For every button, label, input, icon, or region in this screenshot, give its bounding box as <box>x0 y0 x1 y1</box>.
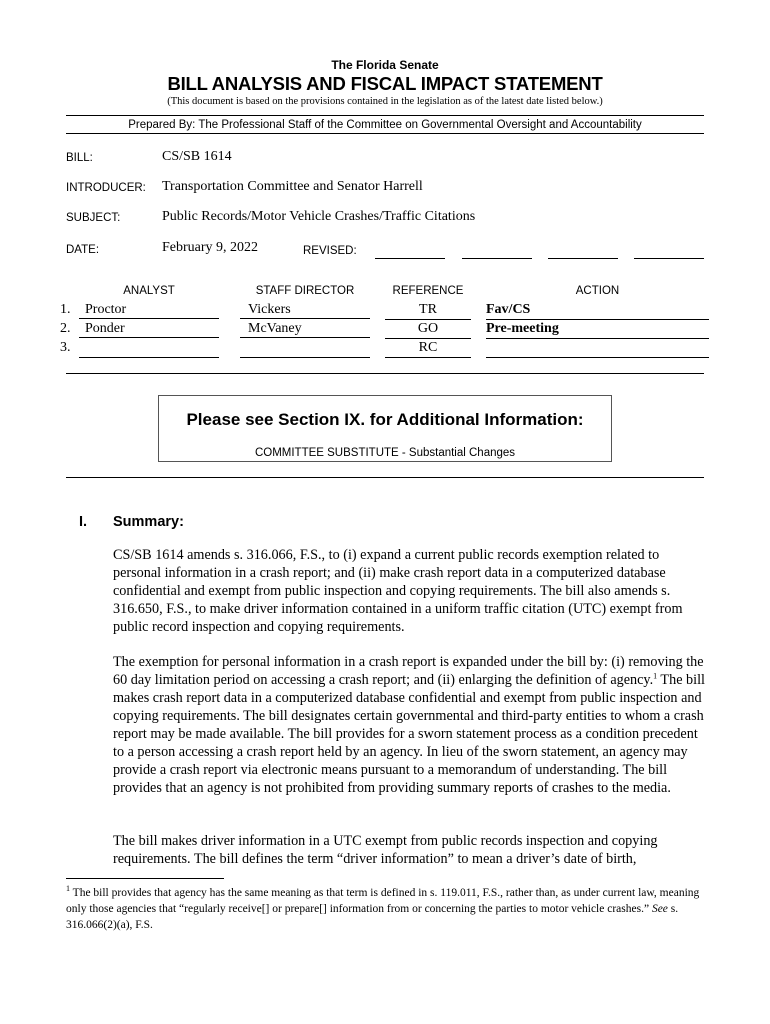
document-title: BILL ANALYSIS AND FISCAL IMPACT STATEMENT <box>167 73 603 94</box>
paragraph-text <box>113 653 705 797</box>
footnote-reference[interactable]: 1 <box>653 671 658 681</box>
section-title: Summary: <box>113 514 184 530</box>
senate-name: The Florida Senate <box>331 58 439 72</box>
director-cell: McVaney <box>240 321 370 338</box>
summary-paragraph-1 <box>113 546 705 636</box>
paragraph-text-b: The bill makes crash report data in a computerized database confidential and exempt from public inspection and copying requirements. The bill designates certain governmental and third-party entities to whom a crash report may be made available. The bill provides for a sworn statement process as a condition precedent to a person accessing a crash report held by an agency. In lieu of the sworn statement, an agency may provide a crash report via electronic means pursuant to a memorandum of understanding. The bill provides that an agency is not prohibited from providing summary reports of crashes to the media. <box>113 672 705 796</box>
introducer-value: Transportation Committee and Senator Harrell <box>162 179 423 194</box>
paragraph-text-a: The exemption for personal information in a crash report is expanded under the bill by: (i) removing the 60 day limitation period on accessing a crash report; and (ii) enlarging the definition of agency. <box>113 654 704 688</box>
header-rule-bottom <box>66 133 704 134</box>
paragraph-text: CS/SB 1614 amends s. 316.066, F.S., to (i) expand a current public records exemption related to personal information in a crash report; and (ii) make crash report data in a computerized database confidential and exempt from public inspection and copying requirements. The bill also amends s. 316.650, F.S., to make driver information contained in a uniform traffic citation (UTC) exempt from public record inspection and copying requirements. <box>113 547 683 635</box>
footnote-text-b: s. 316.066(2)(a), F.S. <box>66 903 679 931</box>
revised-label: REVISED: <box>303 245 357 257</box>
subject-label: SUBJECT: <box>66 212 121 224</box>
director-cell: Vickers <box>240 302 370 319</box>
col-staff-director: STAFF DIRECTOR <box>255 285 355 297</box>
analyst-cell: Ponder <box>79 321 219 338</box>
revised-blank-1 <box>375 258 445 259</box>
bill-value: CS/SB 1614 <box>162 149 232 164</box>
footnote-text-a: The bill provides that agency has the same meaning as that term is defined in s. 119.011, F.S., rather than, as under current law, meaning only those agencies that “regularly receive[] or prepare[] information from or concerning the parties to motor vehicle crashes.” <box>66 887 700 915</box>
revised-blank-3 <box>548 258 618 259</box>
col-reference: REFERENCE <box>392 285 464 297</box>
col-action: ACTION <box>575 285 620 297</box>
action-cell: Fav/CS <box>486 302 709 320</box>
date-label: DATE: <box>66 244 100 256</box>
table-bottom-rule <box>66 373 704 374</box>
analyst-cell <box>79 340 219 358</box>
footnote-see: See <box>651 903 668 915</box>
col-analyst: ANALYST <box>123 285 175 297</box>
row-number: 2. <box>60 321 71 336</box>
prepared-by: Prepared By: The Professional Staff of the Committee on Governmental Oversight and Accountability <box>128 119 642 131</box>
summary-paragraph-3 <box>113 832 705 868</box>
footnote <box>66 885 706 933</box>
row-number: 1. <box>60 302 71 317</box>
reference-cell: TR <box>385 302 471 320</box>
header-rule-top <box>66 115 704 116</box>
notice-bottom-rule <box>66 477 704 478</box>
footnote-number: 1 <box>66 884 70 894</box>
introducer-label: INTRODUCER: <box>66 182 146 194</box>
date-value: February 9, 2022 <box>162 240 259 255</box>
document-note: (This document is based on the provisions contained in the legislation as of the latest date listed below.) <box>167 96 603 107</box>
subject-value: Public Records/Motor Vehicle Crashes/Traffic Citations <box>162 209 476 224</box>
revised-blank-2 <box>462 258 532 259</box>
action-cell <box>486 340 709 358</box>
bill-label: BILL: <box>66 152 93 164</box>
analyst-cell: Proctor <box>79 302 219 319</box>
revised-blank-4 <box>634 258 704 259</box>
notice-title: Please see Section IX. for Additional Information: <box>186 410 584 429</box>
director-cell <box>240 340 370 358</box>
paragraph-text: The bill makes driver information in a UTC exempt from public records inspection and copying requirements. The bill defines the term “driver information” to mean a driver’s date of birth, <box>113 833 658 867</box>
section-number: I. <box>79 514 88 530</box>
reference-cell: GO <box>385 321 471 339</box>
reference-cell: RC <box>385 340 471 358</box>
row-number: 3. <box>60 340 71 355</box>
summary-paragraph-2 <box>113 653 705 797</box>
notice-subtitle: COMMITTEE SUBSTITUTE - Substantial Changes <box>254 447 516 459</box>
footnote-rule <box>66 878 224 879</box>
notice-box <box>158 395 612 462</box>
action-cell: Pre-meeting <box>486 321 709 339</box>
